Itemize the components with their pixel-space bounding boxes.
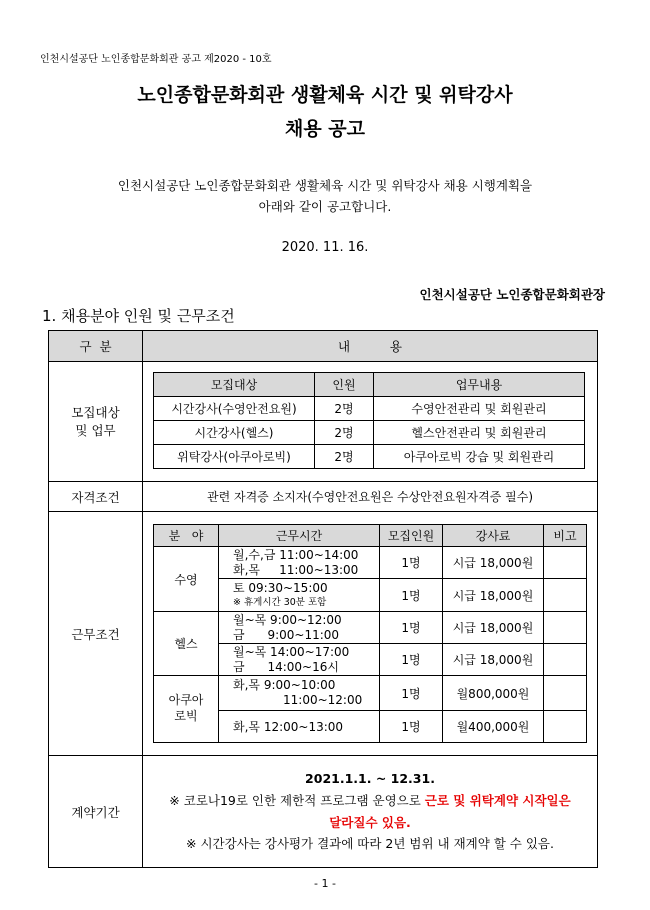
recruit-header-target: 모집대상 [154, 373, 315, 397]
recruit-header-count: 인원 [315, 373, 374, 397]
work-count: 1명 [380, 711, 443, 743]
work-note [544, 711, 587, 743]
recruit-row [49, 362, 598, 482]
contract-note-1-highlight: 근로 및 위탁계약 시작일은 [424, 792, 571, 808]
recruit-duty: 아쿠아로빅 강습 및 회원관리 [374, 445, 585, 469]
recruit-count: 2명 [315, 397, 374, 421]
contract-note-2: ※ 시간강사는 강사평가 결과에 따라 2년 범위 내 재계약 할 수 있음. [186, 836, 554, 852]
organization-name: 인천시설공단 노인종합문화회관장 [419, 287, 605, 302]
announcement-date: 2020. 11. 16. [281, 240, 369, 255]
contract-note-1 [143, 790, 597, 812]
qualification-label: 자격조건 [49, 482, 143, 512]
work-header-fee: 강사료 [443, 525, 544, 547]
recruit-target: 위탁강사(아쿠아로빅) [154, 445, 315, 469]
work-time-line: 금 9:00~11:00 [233, 627, 340, 642]
table-row [154, 676, 587, 711]
work-note [544, 612, 587, 644]
table-row [154, 612, 587, 644]
work-time-line: 금 14:00~16시 [233, 659, 339, 674]
table-header-row [49, 331, 598, 362]
recruit-duty: 헬스안전관리 및 회원관리 [374, 421, 585, 445]
table-row [154, 397, 585, 421]
page-number: - 1 - [314, 877, 336, 890]
work-note [544, 547, 587, 579]
work-time [219, 579, 380, 612]
work-time: 화,목 12:00~13:00 [219, 711, 380, 743]
contract-label: 계약기간 [49, 756, 143, 868]
contract-note-1-prefix: ※ 코로나19로 인한 제한적 프로그램 운영으로 [169, 792, 425, 808]
intro-line2: 아래와 같이 공고합니다. [258, 199, 392, 214]
page-title-line2: 채용 공고 [284, 118, 366, 140]
table-row [154, 421, 585, 445]
header-category: 구 분 [49, 331, 143, 362]
field-swim: 수영 [154, 547, 219, 612]
work-count: 1명 [380, 579, 443, 612]
work-time [219, 547, 380, 579]
work-time-line: 11:00~12:00 [283, 693, 363, 707]
work-time-line: 월~목 14:00~17:00 [233, 644, 350, 659]
recruit-count: 2명 [315, 445, 374, 469]
table-row [154, 644, 587, 676]
work-note [544, 579, 587, 612]
work-fee: 시급 18,000원 [443, 547, 544, 579]
work-fee: 시급 18,000원 [443, 644, 544, 676]
work-time-line: 화,목 11:00~13:00 [233, 562, 359, 577]
break-time-note: ※ 휴게시간 30분 포함 [233, 596, 327, 608]
recruit-target-table [153, 372, 585, 469]
work-time-line: 월,수,금 11:00~14:00 [233, 547, 359, 562]
page-title-line1: 노인종합문화회관 생활체육 시간 및 위탁강사 [137, 84, 513, 106]
work-note [544, 644, 587, 676]
work-label: 근무조건 [49, 512, 143, 756]
work-time [219, 644, 380, 676]
recruit-header-duty: 업무내용 [374, 373, 585, 397]
table-row [154, 711, 587, 743]
work-time [219, 676, 380, 711]
work-fee: 월800,000원 [443, 676, 544, 711]
work-time [219, 612, 380, 644]
recruit-target: 시간강사(헬스) [154, 421, 315, 445]
work-time-line: 월~목 9:00~12:00 [233, 612, 342, 627]
work-header-time: 근무시간 [219, 525, 380, 547]
recruit-target: 시간강사(수영안전요원) [154, 397, 315, 421]
work-header-field: 분 야 [154, 525, 219, 547]
contract-period: 2021.1.1. ~ 12.31. [305, 770, 435, 786]
recruit-count: 2명 [315, 421, 374, 445]
work-row [49, 512, 598, 756]
work-header-note: 비고 [544, 525, 587, 547]
recruit-label: 모집대상 및 업무 [49, 362, 143, 482]
qualification-row [49, 482, 598, 512]
contract-note-1-highlight-cont: 달라질수 있음. [329, 814, 411, 830]
work-condition-table [153, 524, 587, 743]
header-content: 내 용 [143, 331, 598, 362]
field-health: 헬스 [154, 612, 219, 676]
work-fee: 월400,000원 [443, 711, 544, 743]
intro-line1: 인천시설공단 노인종합문화회관 생활체육 시간 및 위탁강사 채용 시행계획을 [117, 178, 533, 193]
section-title: 1. 채용분야 인원 및 근무조건 [42, 307, 235, 325]
recruitment-table [48, 330, 598, 868]
work-time-line: 토 09:30~15:00 [233, 581, 328, 596]
recruit-duty: 수영안전관리 및 회원관리 [374, 397, 585, 421]
work-fee: 시급 18,000원 [443, 579, 544, 612]
work-count: 1명 [380, 676, 443, 711]
work-time-line: 화,목 9:00~10:00 [233, 678, 336, 692]
notice-reference: 인천시설공단 노인종합문화회관 공고 제2020 - 10호 [40, 54, 272, 65]
table-row [154, 547, 587, 579]
field-aquarobic: 아쿠아 로빅 [154, 676, 219, 743]
table-row [154, 445, 585, 469]
work-header-count: 모집인원 [380, 525, 443, 547]
work-count: 1명 [380, 612, 443, 644]
work-count: 1명 [380, 644, 443, 676]
work-fee: 시급 18,000원 [443, 612, 544, 644]
work-header-row [154, 525, 587, 547]
work-count: 1명 [380, 547, 443, 579]
table-row [154, 579, 587, 612]
recruit-header-row [154, 373, 585, 397]
contract-row [49, 756, 598, 868]
work-note [544, 676, 587, 711]
qualification-text: 관련 자격증 소지자(수영안전요원은 수상안전요원자격증 필수) [143, 482, 598, 512]
